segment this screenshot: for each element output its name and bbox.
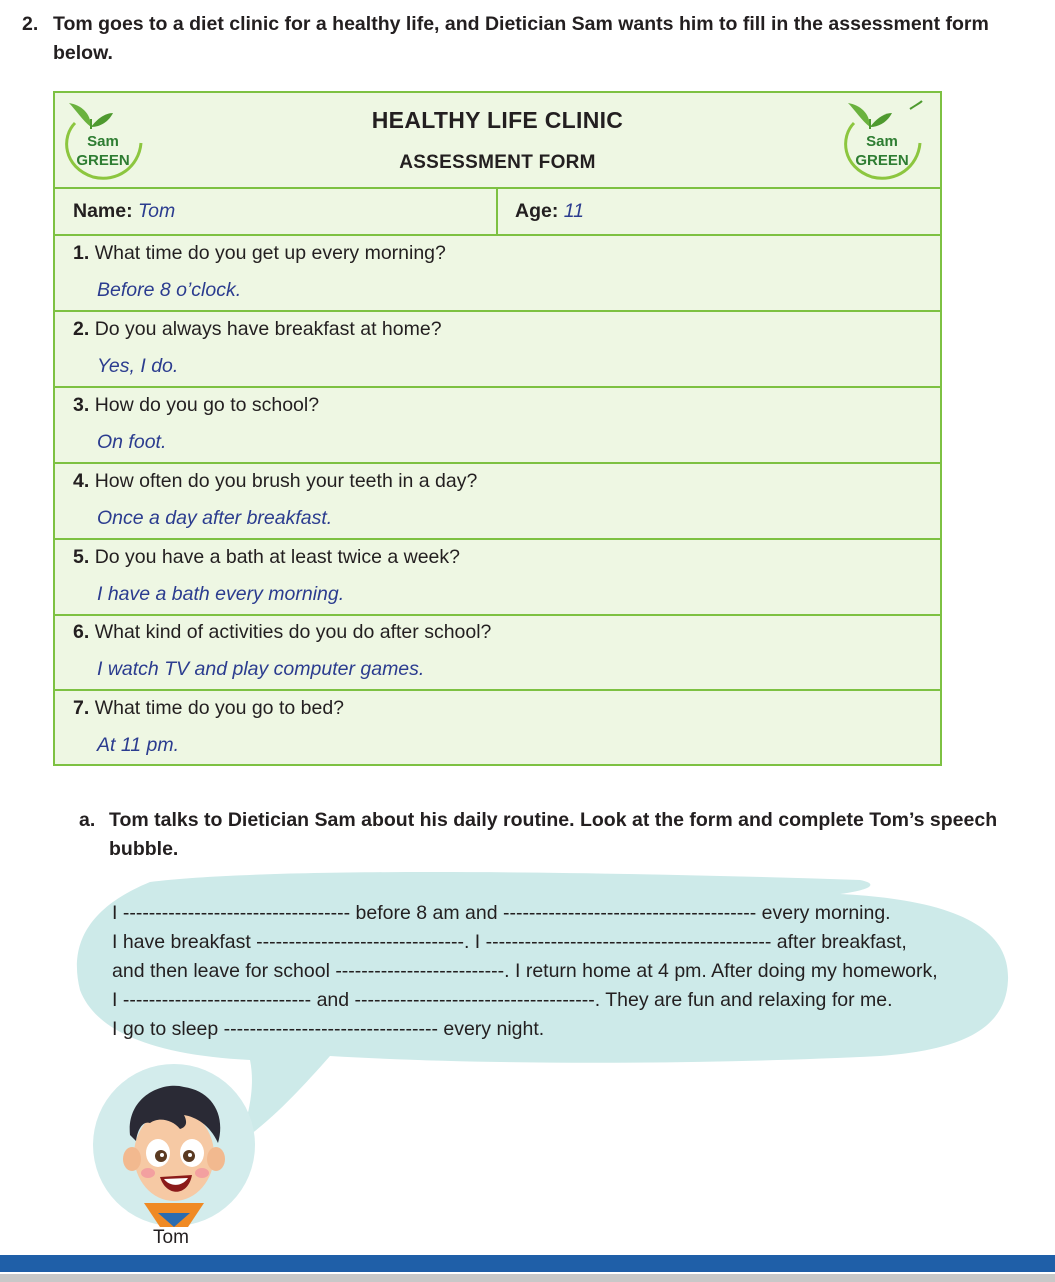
form-item xyxy=(55,236,940,312)
bubble-line: I go to sleep --------------------------------- every night. xyxy=(112,1018,545,1040)
question-number: 2. xyxy=(73,318,90,340)
sam-green-logo-right xyxy=(840,99,924,185)
form-item xyxy=(55,615,940,691)
name-age-row xyxy=(55,189,940,236)
question-text: What time do you go to bed? xyxy=(94,697,345,719)
form-answer: I have a bath every morning. xyxy=(97,583,345,605)
form-item xyxy=(55,388,940,464)
form-answer: Before 8 o’clock. xyxy=(97,279,242,301)
bubble-line: and then leave for school --------------------------. I return home at 4 pm. After doing my homework, xyxy=(112,960,938,982)
question-number: 6. xyxy=(73,621,90,643)
name-value: Tom xyxy=(138,200,176,222)
form-question xyxy=(73,621,491,644)
exercise-number: 2. xyxy=(22,13,39,35)
logo-text-green: GREEN xyxy=(76,152,130,169)
tom-avatar xyxy=(92,1063,256,1227)
form-item xyxy=(55,464,940,540)
question-text: Do you have a bath at least twice a week? xyxy=(94,546,460,568)
form-question xyxy=(73,697,344,720)
question-number: 7. xyxy=(73,697,90,719)
form-answer: On foot. xyxy=(97,431,167,453)
task-label: a. xyxy=(79,809,96,831)
age-field xyxy=(515,189,584,234)
form-question xyxy=(73,470,477,493)
character-name-label: Tom xyxy=(153,1227,189,1248)
footer-bar xyxy=(0,1255,1055,1272)
logo-text-sam: Sam xyxy=(866,133,898,150)
form-question xyxy=(73,242,446,265)
form-answer: I watch TV and play computer games. xyxy=(97,658,425,680)
bubble-line: I ----------------------------- and -------------------------------------. They are fun and relaxing for me. xyxy=(112,989,893,1011)
footer-stripe xyxy=(0,1274,1055,1282)
question-text: What time do you get up every morning? xyxy=(94,242,446,264)
boy-character-icon xyxy=(92,1063,256,1227)
form-question xyxy=(73,546,460,569)
form-item xyxy=(55,691,940,765)
logo-text-green: GREEN xyxy=(855,152,909,169)
form-header xyxy=(55,93,940,189)
question-number: 5. xyxy=(73,546,90,568)
question-text: Do you always have breakfast at home? xyxy=(94,318,442,340)
question-number: 1. xyxy=(73,242,90,264)
assessment-form xyxy=(53,91,942,766)
task-instruction: Tom talks to Dietician Sam about his daily routine. Look at the form and complete Tom’s speech bubble. xyxy=(109,809,998,860)
name-field xyxy=(73,189,175,234)
bubble-line: I have breakfast --------------------------------. I -------------------------------------------- after breakfast, xyxy=(112,931,907,953)
form-subtitle: ASSESSMENT FORM xyxy=(399,152,596,173)
form-item xyxy=(55,540,940,616)
logo-text-sam: Sam xyxy=(87,133,119,150)
bubble-line: I ----------------------------------- before 8 am and --------------------------------------- every morning. xyxy=(112,902,891,924)
question-number: 4. xyxy=(73,470,90,492)
form-item xyxy=(55,312,940,388)
cell-divider xyxy=(496,189,498,234)
form-answer: At 11 pm. xyxy=(97,734,180,756)
question-number: 3. xyxy=(73,394,90,416)
question-text: How often do you brush your teeth in a day? xyxy=(94,470,478,492)
exercise-instruction: Tom goes to a diet clinic for a healthy life, and Dietician Sam wants him to fill in the assessment form below. xyxy=(53,13,989,64)
clinic-title: HEALTHY LIFE CLINIC xyxy=(371,107,624,133)
age-label: Age: xyxy=(515,200,559,222)
task-a-heading xyxy=(79,806,1009,864)
speech-bubble-text xyxy=(112,899,1012,1044)
name-label: Name: xyxy=(73,200,133,222)
exercise-heading xyxy=(22,10,1032,68)
form-question xyxy=(73,318,442,341)
form-answer: Yes, I do. xyxy=(97,355,179,377)
age-value: 11 xyxy=(563,200,585,222)
form-answer: Once a day after breakfast. xyxy=(97,507,333,529)
question-text: What kind of activities do you do after school? xyxy=(94,621,492,643)
form-question xyxy=(73,394,319,417)
question-text: How do you go to school? xyxy=(94,394,320,416)
